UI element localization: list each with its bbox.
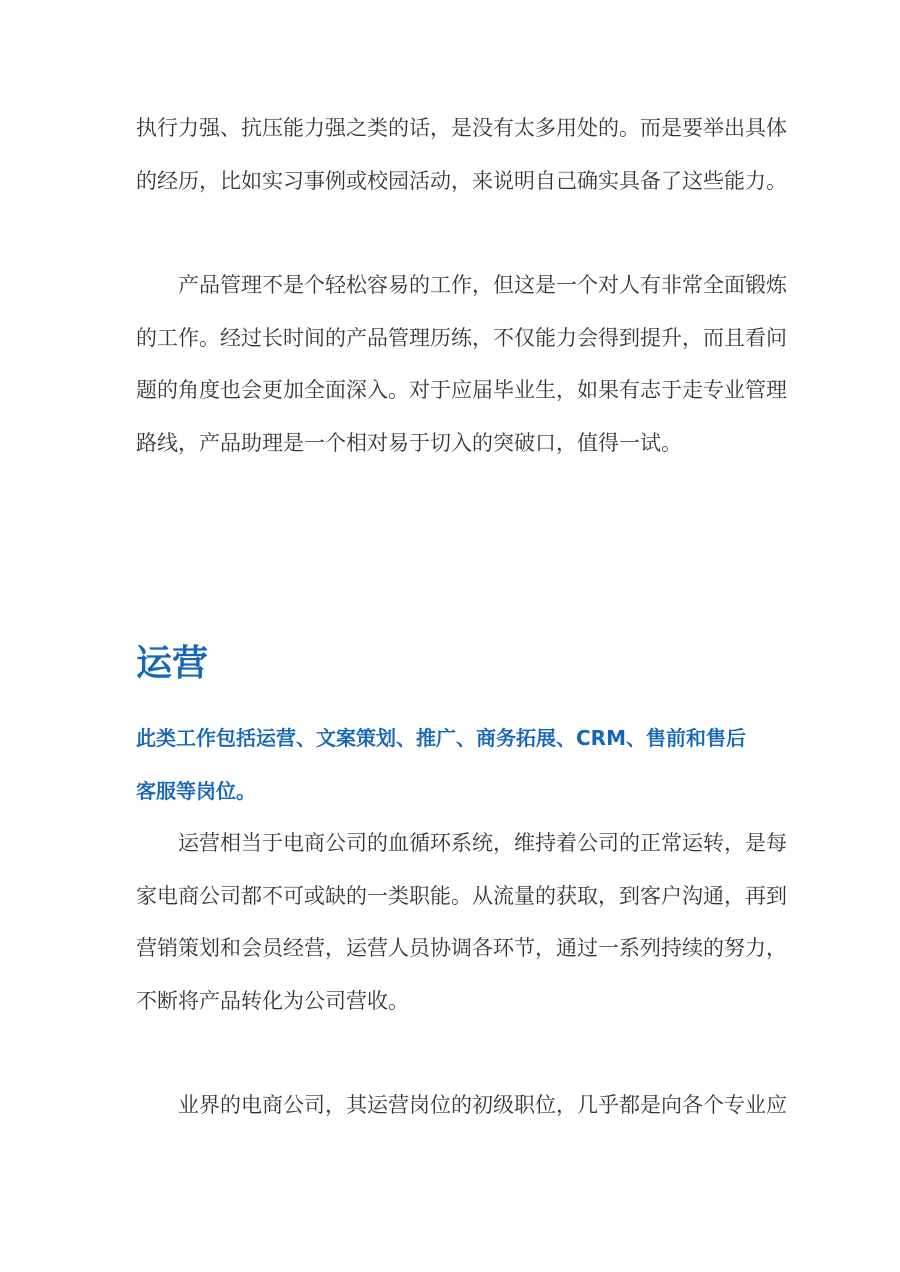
paragraph-line: 业界的电商公司，其运营岗位的初级职位，几乎都是向各个专业应 [178,1093,787,1117]
paragraph-product-management [136,259,787,469]
section-title: 运营 [136,643,209,684]
paragraph-line: 的工作。经过长时间的产品管理历练，不仅能力会得到提升，而且看问 [136,325,787,350]
paragraph-line: 家电商公司都不可或缺的一类职能。从流量的获取，到客户沟通，再到 [136,883,787,908]
section-subtitle [136,712,776,817]
paragraph-continuation [136,102,787,207]
paragraph-operations [136,817,787,1027]
paragraph-line: 不断将产品转化为公司营收。 [136,988,409,1013]
paragraph-industry [136,1079,787,1132]
subtitle-line: 此类工作包括运营、文案策划、推广、商务拓展、CRM、售前和售后 [136,726,746,750]
paragraph-line: 运营相当于电商公司的血循环系统，维持着公司的正常运转，是每 [178,831,787,855]
paragraph-line: 路线，产品助理是一个相对易于切入的突破口，值得一试。 [136,430,682,455]
paragraph-line: 执行力强、抗压能力强之类的话，是没有太多用处的。而是要举出具体 [136,116,787,140]
paragraph-line: 题的角度也会更加全面深入。对于应届毕业生，如果有志于走专业管理 [136,378,787,402]
subtitle-line: 客服等岗位。 [136,778,256,803]
paragraph-line: 产品管理不是个轻松容易的工作，但这是一个对人有非常全面锻炼 [178,273,787,297]
paragraph-line: 营销策划和会员经营，运营人员协调各环节，通过一系列持续的努力， [136,936,787,960]
paragraph-line: 的经历，比如实习事例或校园活动，来说明自己确实具备了这些能力。 [136,168,787,193]
